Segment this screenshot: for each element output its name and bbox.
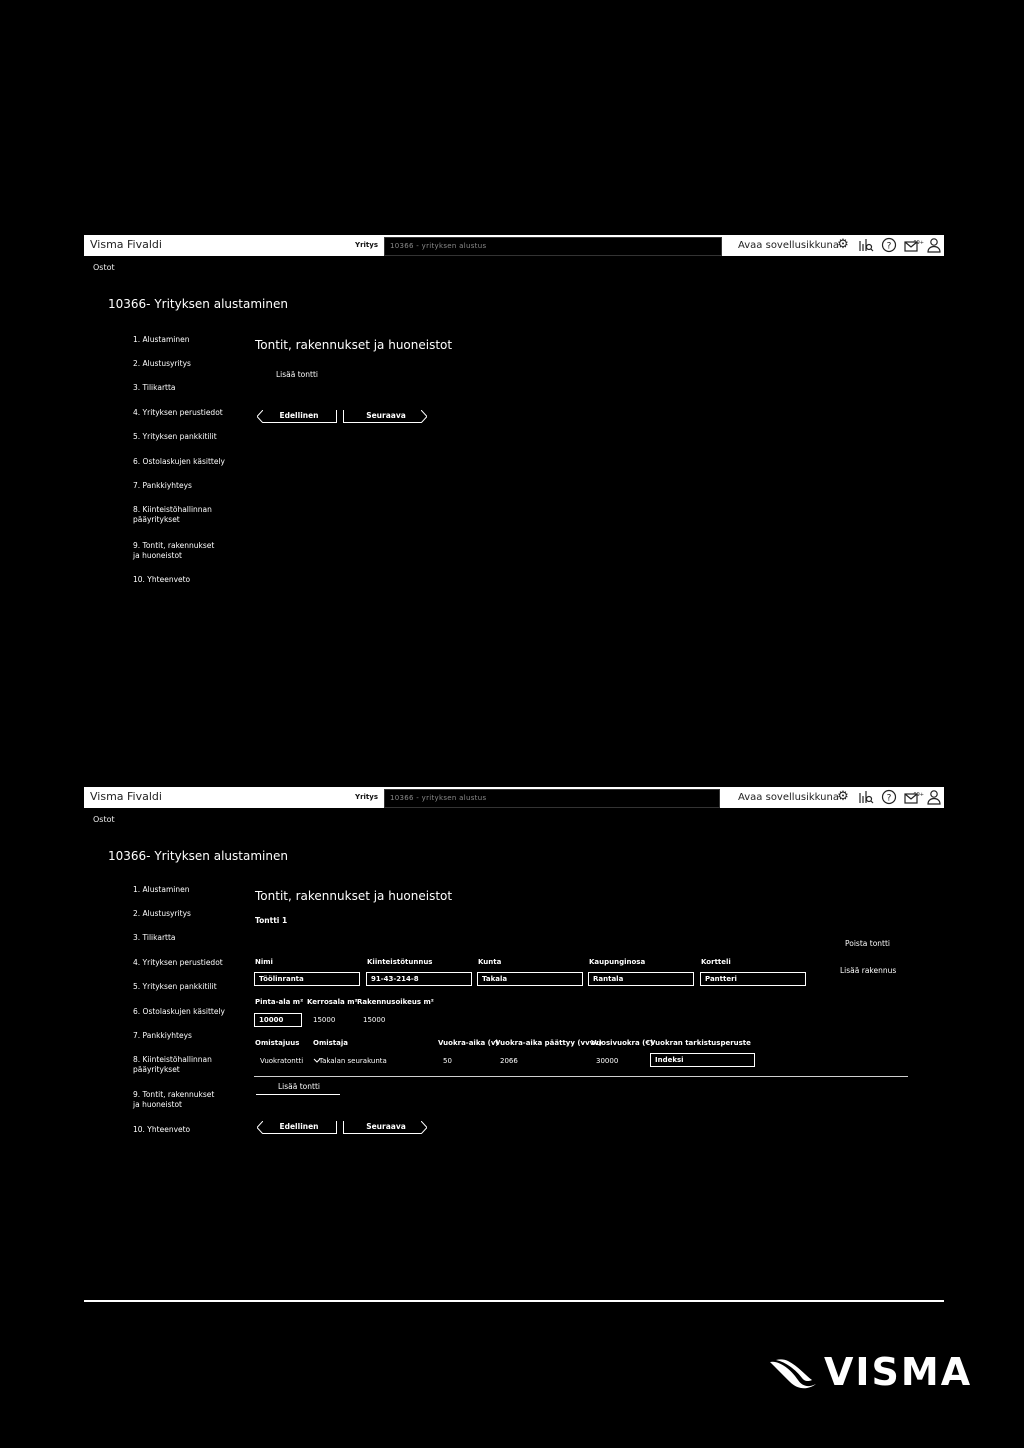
next-underline xyxy=(343,1133,421,1134)
step-item[interactable]: 6. Ostolaskujen käsittely xyxy=(133,457,225,466)
area-input[interactable]: 10000 xyxy=(254,1013,302,1027)
property-id-label: Kiinteistötunnus xyxy=(367,958,433,966)
building-right-label: Rakennusoikeus m² xyxy=(357,998,434,1006)
lease-years-label: Vuokra-aika (v) xyxy=(438,1039,499,1047)
step-item[interactable]: 2. Alustusyritys xyxy=(133,909,191,918)
step-item[interactable]: 4. Yrityksen perustiedot xyxy=(133,958,223,967)
visma-logo xyxy=(768,1350,973,1394)
block-label: Kortteli xyxy=(701,958,731,966)
section-title: Tontit, rakennukset ja huoneistot xyxy=(255,889,453,903)
block-input[interactable]: Pantteri xyxy=(700,972,806,986)
previous-label: Edellinen xyxy=(279,411,319,420)
user-icon[interactable] xyxy=(926,237,942,253)
step-item[interactable]: 4. Yrityksen perustiedot xyxy=(133,408,223,417)
step-item[interactable]: 8. Kiinteistöhallinnan pääyritykset xyxy=(133,505,212,524)
company-label: Yritys xyxy=(355,793,378,801)
page-title: 10366- Yrityksen alustaminen xyxy=(108,297,288,311)
name-input[interactable]: Töölinranta xyxy=(254,972,360,986)
previous-label: Edellinen xyxy=(279,1122,319,1131)
menu-ostot[interactable]: Ostot xyxy=(93,263,115,272)
municipality-input[interactable]: Takala xyxy=(477,972,583,986)
next-button[interactable] xyxy=(343,410,429,423)
messages-badge: 99+ xyxy=(913,240,924,246)
step-item[interactable]: 8. Kiinteistöhallinnan pääyritykset xyxy=(133,1055,212,1074)
owner-label: Omistaja xyxy=(313,1039,349,1047)
rent-review-input[interactable]: Indeksi xyxy=(650,1053,755,1067)
area-label: Pinta-ala m² xyxy=(255,998,304,1006)
divider xyxy=(254,1076,908,1077)
ownership-select[interactable]: Vuokratontti xyxy=(260,1057,303,1065)
previous-underline xyxy=(263,422,337,423)
messages-badge: 99+ xyxy=(913,792,924,798)
annual-rent-value[interactable]: 30000 xyxy=(596,1057,619,1065)
step-item[interactable]: 10. Yhteenveto xyxy=(133,575,191,584)
next-label: Seuraava xyxy=(366,1122,406,1131)
district-input[interactable]: Rantala xyxy=(588,972,694,986)
visma-swoosh-icon xyxy=(768,1358,818,1390)
previous-underline xyxy=(263,1133,337,1134)
top-bar xyxy=(84,235,944,256)
owner-value[interactable]: Takalan seurakunta xyxy=(319,1057,387,1065)
company-selector[interactable]: 10366 - yrityksen alustus xyxy=(384,237,722,256)
lease-years-value[interactable]: 50 xyxy=(443,1057,452,1065)
add-building-button[interactable]: Lisää rakennus xyxy=(840,966,897,975)
previous-button[interactable] xyxy=(257,1121,341,1134)
page-title: 10366- Yrityksen alustaminen xyxy=(108,849,288,863)
step-item[interactable]: 5. Yrityksen pankkitilit xyxy=(133,432,217,441)
step-item[interactable]: 3. Tilikartta xyxy=(133,933,176,942)
company-selector[interactable]: 10366 - yrityksen alustus xyxy=(384,789,720,808)
building-right-value[interactable]: 15000 xyxy=(363,1016,386,1024)
name-label: Nimi xyxy=(255,958,273,966)
remove-plot-button[interactable]: Poista tontti xyxy=(845,939,891,948)
gear-icon[interactable]: ⚙ xyxy=(837,237,849,252)
add-plot-button[interactable]: Lisää tontti xyxy=(276,370,318,379)
open-app-window-link[interactable]: Avaa sovellusikkuna xyxy=(738,240,839,251)
visma-wordmark: VISMA xyxy=(824,1350,973,1394)
app-brand: Visma Fivaldi xyxy=(90,790,162,803)
floor-area-value[interactable]: 15000 xyxy=(313,1016,336,1024)
reports-icon[interactable] xyxy=(858,789,874,805)
step-item[interactable]: 3. Tilikartta xyxy=(133,383,176,392)
step-item[interactable]: 7. Pankkiyhteys xyxy=(133,481,192,490)
open-app-window-link[interactable]: Avaa sovellusikkuna xyxy=(738,792,839,803)
step-item[interactable]: 9. Tontit, rakennukset ja huoneistot xyxy=(133,541,215,560)
messages-icon[interactable] xyxy=(904,237,924,253)
help-icon[interactable] xyxy=(881,789,897,805)
step-item[interactable]: 5. Yrityksen pankkitilit xyxy=(133,982,217,991)
screen-plot-filled xyxy=(84,787,944,1147)
top-bar xyxy=(84,787,944,808)
step-item[interactable]: 10. Yhteenveto xyxy=(133,1125,191,1134)
section-title: Tontit, rakennukset ja huoneistot xyxy=(255,338,453,352)
menu-ostot[interactable]: Ostot xyxy=(93,815,115,824)
district-label: Kaupunginosa xyxy=(589,958,646,966)
ownership-label: Omistajuus xyxy=(255,1039,300,1047)
next-label: Seuraava xyxy=(366,411,406,420)
user-icon[interactable] xyxy=(926,789,942,805)
lease-end-value[interactable]: 2066 xyxy=(500,1057,518,1065)
next-button[interactable] xyxy=(343,1121,429,1134)
step-item[interactable]: 9. Tontit, rakennukset ja huoneistot xyxy=(133,1090,215,1109)
reports-icon[interactable] xyxy=(858,237,874,253)
screen-empty-state xyxy=(84,235,944,605)
lease-end-label: Vuokra-aika päättyy (vvvv) xyxy=(495,1039,602,1047)
step-item[interactable]: 1. Alustaminen xyxy=(133,335,190,344)
add-plot-button[interactable]: Lisää tontti xyxy=(278,1082,320,1091)
gear-icon[interactable]: ⚙ xyxy=(837,789,849,804)
help-icon[interactable] xyxy=(881,237,897,253)
annual-rent-label: Vuosivuokra (€) xyxy=(591,1039,654,1047)
add-plot-underline xyxy=(256,1094,340,1095)
svg-text:?: ? xyxy=(886,241,892,252)
previous-bar xyxy=(336,1121,337,1134)
municipality-label: Kunta xyxy=(478,958,502,966)
property-id-input[interactable]: 91-43-214-8 xyxy=(366,972,472,986)
company-label: Yritys xyxy=(355,241,378,249)
step-item[interactable]: 6. Ostolaskujen käsittely xyxy=(133,1007,225,1016)
app-brand: Visma Fivaldi xyxy=(90,238,162,251)
step-item[interactable]: 1. Alustaminen xyxy=(133,885,190,894)
floor-area-label: Kerrosala m² xyxy=(307,998,358,1006)
svg-text:?: ? xyxy=(886,793,892,804)
rent-review-label: Vuokran tarkistusperuste xyxy=(650,1039,751,1047)
messages-icon[interactable] xyxy=(904,789,924,805)
previous-button[interactable] xyxy=(257,410,341,423)
previous-bar xyxy=(336,410,337,423)
step-item[interactable]: 7. Pankkiyhteys xyxy=(133,1031,192,1040)
next-underline xyxy=(343,422,421,423)
step-item[interactable]: 2. Alustusyritys xyxy=(133,359,191,368)
footer-rule xyxy=(84,1300,944,1302)
plot-title: Tontti 1 xyxy=(255,916,288,925)
